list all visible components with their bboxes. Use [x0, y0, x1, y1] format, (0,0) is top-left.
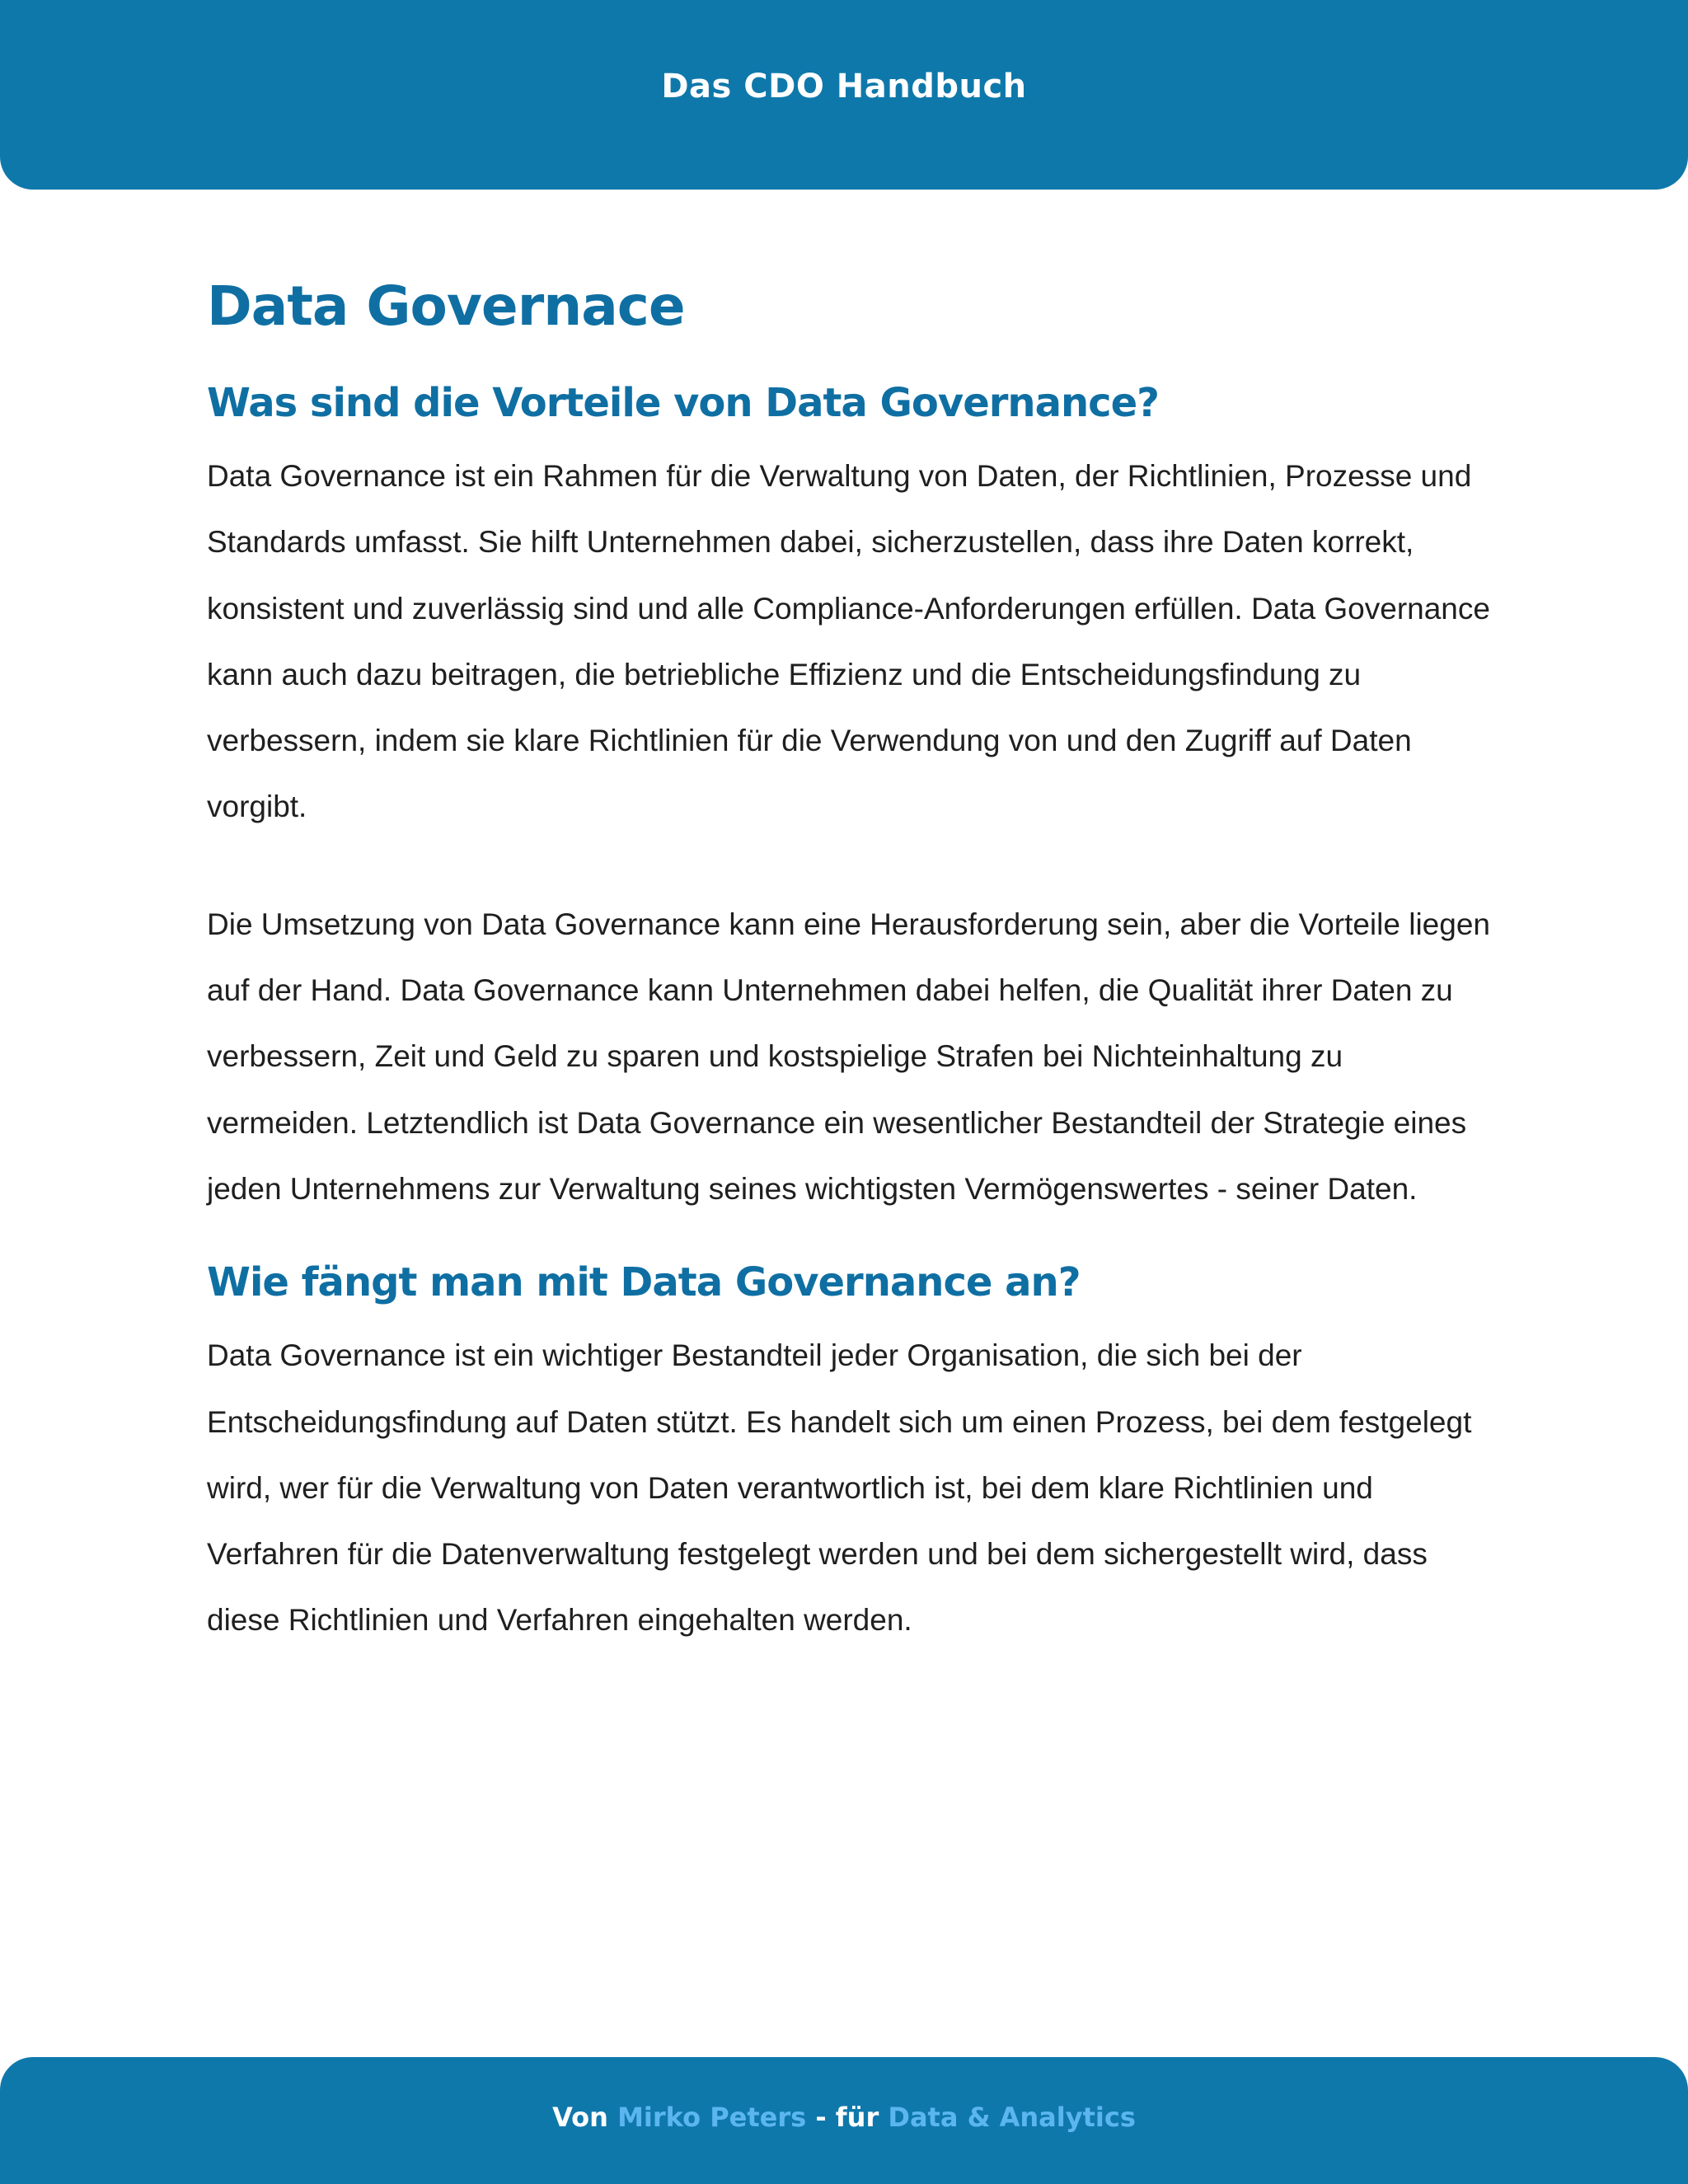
page-title: Data Governace — [207, 274, 685, 338]
header-banner — [0, 0, 1688, 190]
footer-credit — [0, 2102, 1688, 2133]
paragraph-benefits-1: Data Governance ist ein Rahmen für die Verwaltung von Daten, der Richtlinien, Prozesse und Standards umfasst. Sie hilft Unternehmen dabei, sicherzustellen, dass ihre Daten korrekt, konsistent und zuverlässig sind und alle Compliance-Anforderungen erfüllen. Data Governance kann auch dazu beitragen, die betriebliche Effizienz und die Entscheidungsfindung zu verbessern, indem sie klare Richtlinien für die Verwendung von und den Zugriff auf Daten vorgibt. — [207, 459, 1490, 824]
topic-link[interactable]: Data & Analytics — [888, 2102, 1136, 2133]
section-heading-benefits: Was sind die Vorteile von Data Governance? — [207, 380, 1159, 426]
header-title: Das CDO Handbuch — [661, 68, 1027, 105]
author-link[interactable]: Mirko Peters — [617, 2102, 807, 2133]
main-content — [207, 264, 1493, 1654]
footer-prefix: Von — [552, 2102, 608, 2133]
paragraph-benefits-2: Die Umsetzung von Data Governance kann eine Herausforderung sein, aber die Vorteile liegen auf der Hand. Data Governance kann Unternehmen dabei helfen, die Qualität ihrer Daten zu verbessern, Zeit und Geld zu sparen und kostspielige Strafen bei Nichteinhaltung zu vermeiden. Letztendlich ist Data Governance ein wesentlicher Bestandteil der Strategie eines jeden Unternehmens zur Verwaltung seines wichtigsten Vermögenswertes - seiner Daten. — [207, 907, 1490, 1206]
paragraph-getting-started-1: Data Governance ist ein wichtiger Bestandteil jeder Organisation, die sich bei der Entscheidungsfindung auf Daten stützt. Es handelt sich um einen Prozess, bei dem festgelegt wird, wer für die Verwaltung von Daten verantwortlich ist, bei dem klare Richtlinien und Verfahren für die Datenverwaltung festgelegt werden und bei dem sichergestellt wird, dass diese Richtlinien und Verfahren eingehalten werden. — [207, 1338, 1472, 1638]
section-heading-getting-started: Wie fängt man mit Data Governance an? — [207, 1259, 1081, 1306]
footer-banner — [0, 2057, 1688, 2184]
footer-separator: - für — [815, 2102, 879, 2133]
